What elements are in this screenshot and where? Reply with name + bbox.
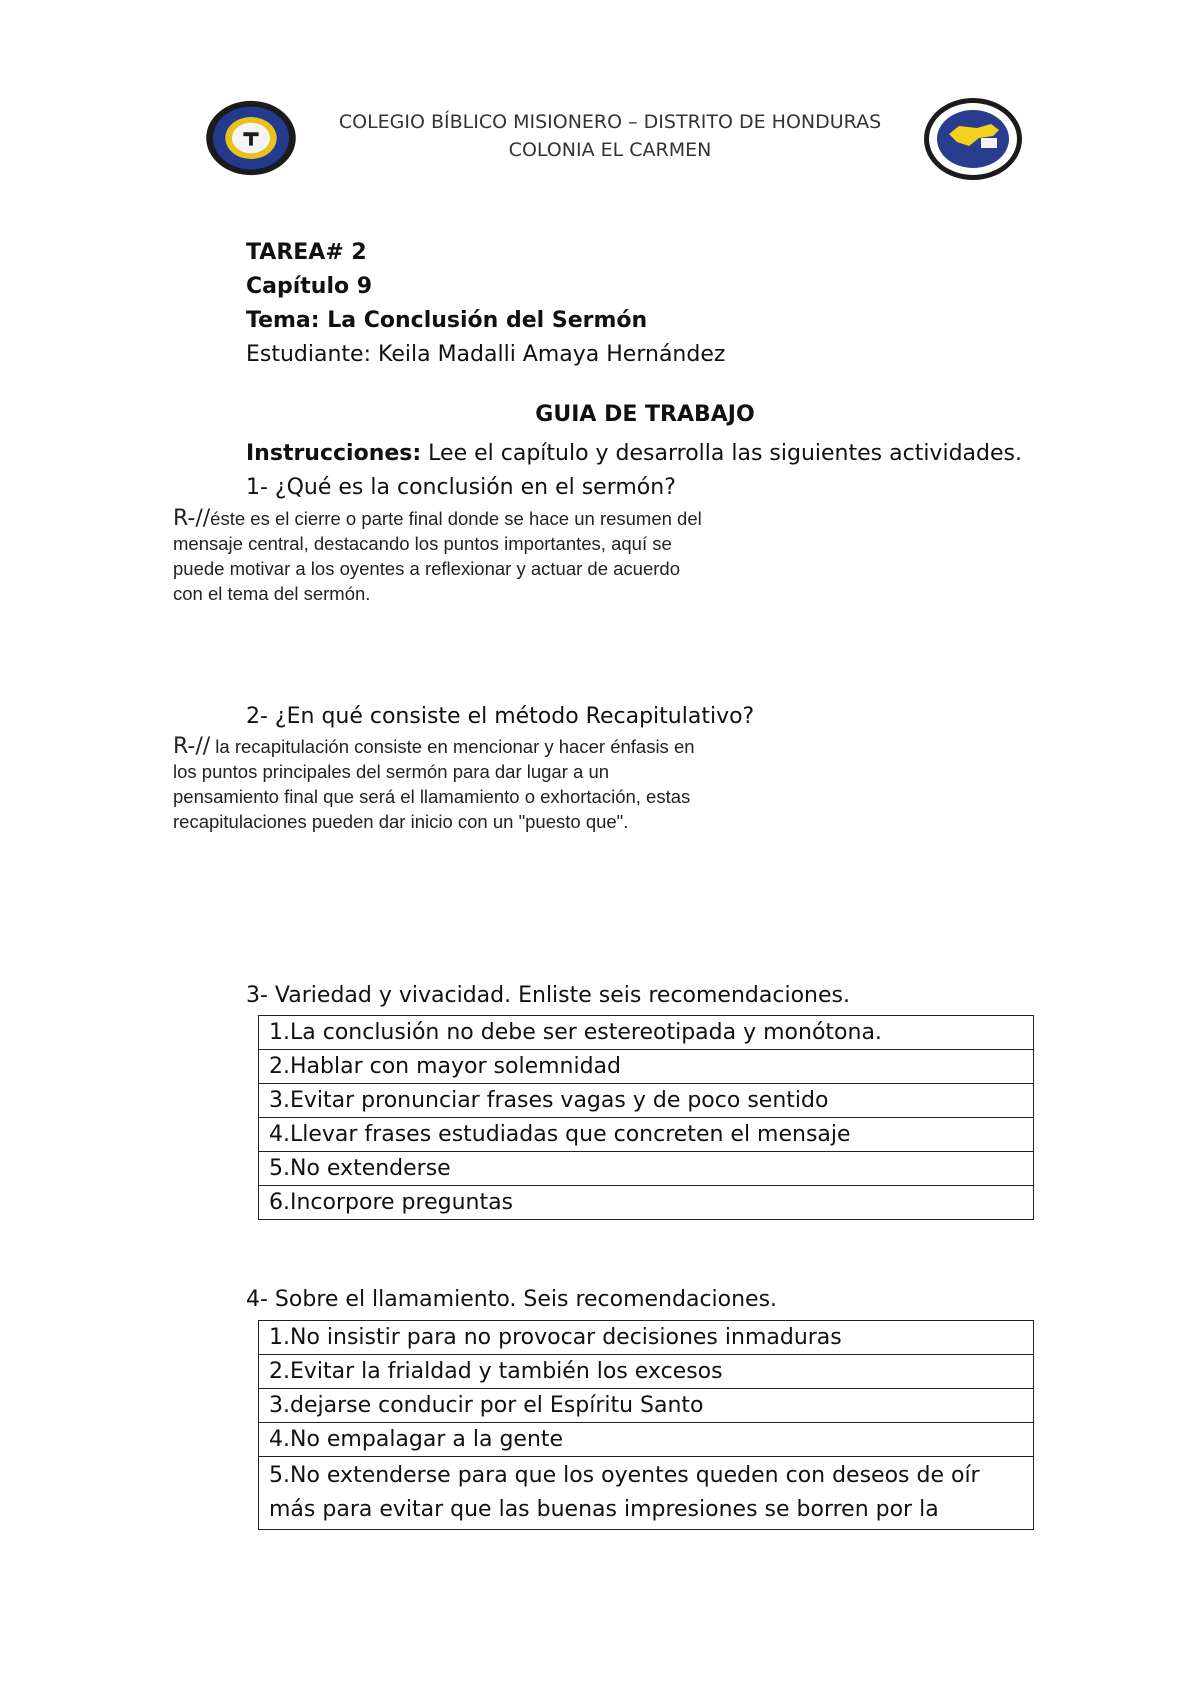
school-header bbox=[300, 108, 920, 164]
answer-1-line: con el tema del sermón. bbox=[173, 583, 371, 604]
answer-2-line: los puntos principales del sermón para dar lugar a un bbox=[173, 761, 610, 782]
table-row bbox=[259, 1152, 1034, 1186]
assignment-number: TAREA# 2 bbox=[246, 240, 367, 265]
table-row bbox=[259, 1050, 1034, 1084]
table-cell bbox=[259, 1457, 1034, 1530]
table-cell: 6.Incorpore preguntas bbox=[259, 1186, 1034, 1220]
table-row bbox=[259, 1423, 1034, 1457]
topic-label: Tema: La Conclusión del Sermón bbox=[246, 308, 648, 333]
table-row bbox=[259, 1457, 1034, 1530]
answer-1-line: puede motivar a los oyentes a reflexionar y actuar de acuerdo bbox=[173, 558, 680, 579]
answer-2-lead: R-// bbox=[173, 734, 211, 759]
guide-heading: GUIA DE TRABAJO bbox=[535, 402, 755, 427]
table-cell: 1.La conclusión no debe ser estereotipada y monótona. bbox=[259, 1016, 1034, 1050]
answer-2-line: la recapitulación consiste en mencionar y hacer énfasis en bbox=[210, 736, 695, 757]
question-4: 4- Sobre el llamamiento. Seis recomendaciones. bbox=[246, 1287, 778, 1312]
table-cell: 1.No insistir para no provocar decisiones inmaduras bbox=[259, 1321, 1034, 1355]
table-cell: 5.No extenderse bbox=[259, 1152, 1034, 1186]
table-cell: 2.Evitar la frialdad y también los excesos bbox=[259, 1355, 1034, 1389]
table-row bbox=[259, 1084, 1034, 1118]
honduras-district-seal-icon bbox=[921, 96, 1025, 182]
question-3: 3- Variedad y vivacidad. Enliste seis recomendaciones. bbox=[246, 983, 850, 1008]
table-cell: 2.Hablar con mayor solemnidad bbox=[259, 1050, 1034, 1084]
student-name: Estudiante: Keila Madalli Amaya Hernández bbox=[246, 342, 726, 367]
table-row bbox=[259, 1321, 1034, 1355]
header-line-1: COLEGIO BÍBLICO MISIONERO – DISTRITO DE HONDURAS bbox=[338, 111, 882, 133]
table-cell: 4.No empalagar a la gente bbox=[259, 1423, 1034, 1457]
table-cell: 3.dejarse conducir por el Espíritu Santo bbox=[259, 1389, 1034, 1423]
school-seal-icon bbox=[203, 98, 299, 178]
answer-2-line: pensamiento final que será el llamamiento o exhortación, estas bbox=[173, 786, 691, 807]
instructions bbox=[246, 437, 1022, 471]
header-line-2: COLONIA EL CARMEN bbox=[508, 139, 712, 161]
item-5-line-2: más para evitar que las buenas impresiones se borren por la bbox=[269, 1497, 939, 1522]
answer-1-line: mensaje central, destacando los puntos importantes, aquí se bbox=[173, 533, 672, 554]
table-row bbox=[259, 1016, 1034, 1050]
table-row bbox=[259, 1355, 1034, 1389]
answer-2-line: recapitulaciones pueden dar inicio con un "puesto que". bbox=[173, 811, 629, 832]
table-cell: 3.Evitar pronunciar frases vagas y de poco sentido bbox=[259, 1084, 1034, 1118]
table-row bbox=[259, 1186, 1034, 1220]
answer-1-lead: R-// bbox=[173, 506, 211, 531]
recommendations-table-3 bbox=[258, 1015, 1034, 1220]
instructions-label: Instrucciones: bbox=[246, 441, 422, 466]
answer-1 bbox=[173, 506, 793, 606]
table-cell: 4.Llevar frases estudiadas que concreten el mensaje bbox=[259, 1118, 1034, 1152]
instructions-text: Lee el capítulo y desarrolla las siguientes actividades. bbox=[421, 441, 1022, 466]
item-5-line-1: 5.No extenderse para que los oyentes queden con deseos de oír bbox=[269, 1463, 980, 1488]
recommendations-table-4 bbox=[258, 1320, 1034, 1530]
table-row bbox=[259, 1118, 1034, 1152]
chapter-label: Capítulo 9 bbox=[246, 274, 373, 299]
answer-1-line: éste es el cierre o parte final donde se hace un resumen del bbox=[210, 508, 702, 529]
table-row bbox=[259, 1389, 1034, 1423]
question-1: 1- ¿Qué es la conclusión en el sermón? bbox=[246, 475, 676, 500]
answer-2 bbox=[173, 734, 793, 834]
question-2: 2- ¿En qué consiste el método Recapitulativo? bbox=[246, 704, 755, 729]
